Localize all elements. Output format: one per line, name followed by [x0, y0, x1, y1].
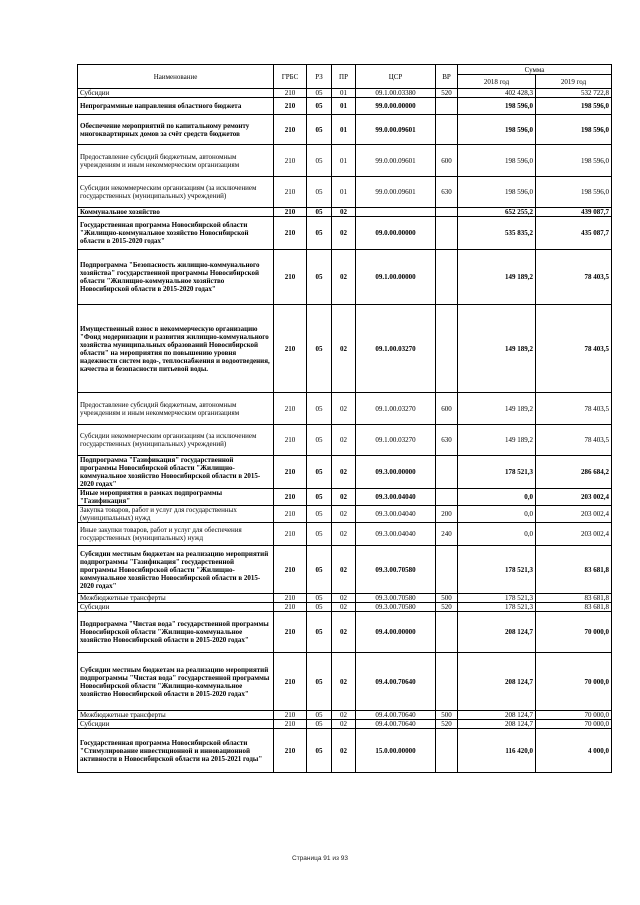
cell-csr: 09.4.00.00000	[356, 612, 436, 653]
cell-rz: 05	[307, 506, 332, 523]
cell-2019: 435 087,7	[536, 217, 612, 250]
table-row	[78, 653, 612, 711]
header-2018: 2018 год	[458, 75, 536, 89]
cell-vr	[436, 115, 458, 145]
cell-rz: 05	[307, 393, 332, 425]
cell-grbs: 210	[274, 506, 307, 523]
table-row	[78, 250, 612, 305]
cell-name: Государственная программа Новосибирской области "Стимулирование инвестиционной и инновационной активности в Новосибирской области на 2015-2021 годы"	[78, 729, 274, 773]
cell-vr: 500	[436, 711, 458, 720]
table-row	[78, 489, 612, 506]
table-row	[78, 603, 612, 612]
cell-vr: 500	[436, 594, 458, 603]
cell-rz: 05	[307, 305, 332, 393]
cell-pr: 02	[332, 653, 356, 711]
cell-name: Межбюджетные трансферты	[78, 594, 274, 603]
cell-rz: 05	[307, 729, 332, 773]
cell-rz: 05	[307, 208, 332, 217]
cell-rz: 05	[307, 89, 332, 98]
table-row	[78, 425, 612, 456]
table-row	[78, 720, 612, 729]
cell-pr: 01	[332, 89, 356, 98]
cell-csr: 99.0.00.09601	[356, 177, 436, 208]
table-row	[78, 208, 612, 217]
cell-2018: 0,0	[458, 523, 536, 546]
cell-pr: 02	[332, 305, 356, 393]
cell-2018: 402 428,3	[458, 89, 536, 98]
cell-2018: 208 124,7	[458, 612, 536, 653]
table-row	[78, 506, 612, 523]
cell-2019: 439 087,7	[536, 208, 612, 217]
cell-rz: 05	[307, 594, 332, 603]
cell-2019: 83 681,8	[536, 546, 612, 594]
cell-name: Субсидии	[78, 89, 274, 98]
cell-grbs: 210	[274, 653, 307, 711]
cell-csr: 99.0.00.00000	[356, 98, 436, 115]
cell-2019: 203 002,4	[536, 489, 612, 506]
cell-name: Субсидии местным бюджетам на реализацию мероприятий подпрограммы "Чистая вода" государственной программы Новосибирской области "Жилищно-коммунальное хозяйство Новосибирской области в 2015-2020 годах"	[78, 653, 274, 711]
cell-vr	[436, 456, 458, 489]
cell-grbs: 210	[274, 489, 307, 506]
cell-2018: 208 124,7	[458, 653, 536, 711]
table-row	[78, 145, 612, 177]
cell-pr: 01	[332, 115, 356, 145]
cell-rz: 05	[307, 523, 332, 546]
cell-pr: 02	[332, 456, 356, 489]
cell-csr: 99.0.00.09601	[356, 145, 436, 177]
cell-2018: 198 596,0	[458, 177, 536, 208]
cell-2018: 0,0	[458, 489, 536, 506]
cell-csr: 09.3.00.70580	[356, 546, 436, 594]
cell-pr: 02	[332, 425, 356, 456]
cell-csr: 15.0.00.00000	[356, 729, 436, 773]
cell-csr: 09.4.00.70640	[356, 711, 436, 720]
cell-grbs: 210	[274, 208, 307, 217]
cell-pr: 02	[332, 711, 356, 720]
cell-2018: 0,0	[458, 506, 536, 523]
cell-2018: 178 521,3	[458, 456, 536, 489]
cell-2018: 198 596,0	[458, 145, 536, 177]
cell-csr: 09.3.00.00000	[356, 456, 436, 489]
table-body	[78, 89, 612, 773]
budget-table	[77, 64, 612, 773]
cell-csr	[356, 208, 436, 217]
cell-pr: 02	[332, 729, 356, 773]
cell-pr: 02	[332, 603, 356, 612]
cell-rz: 05	[307, 720, 332, 729]
cell-rz: 05	[307, 115, 332, 145]
cell-vr	[436, 489, 458, 506]
cell-rz: 05	[307, 489, 332, 506]
cell-vr	[436, 305, 458, 393]
cell-grbs: 210	[274, 305, 307, 393]
cell-pr: 01	[332, 177, 356, 208]
cell-grbs: 210	[274, 594, 307, 603]
cell-csr: 09.4.00.70640	[356, 653, 436, 711]
header-csr: ЦСР	[356, 65, 436, 89]
cell-grbs: 210	[274, 98, 307, 115]
cell-rz: 05	[307, 145, 332, 177]
cell-2019: 78 403,5	[536, 425, 612, 456]
cell-name: Непрограммные направления областного бюджета	[78, 98, 274, 115]
table-row	[78, 89, 612, 98]
cell-rz: 05	[307, 711, 332, 720]
cell-grbs: 210	[274, 711, 307, 720]
cell-csr: 09.3.00.04040	[356, 523, 436, 546]
cell-2018: 178 521,3	[458, 603, 536, 612]
cell-name: Предоставление субсидий бюджетным, автономным учреждениям и иным некоммерческим организациям	[78, 145, 274, 177]
cell-csr: 09.4.00.70640	[356, 720, 436, 729]
cell-2019: 70 000,0	[536, 711, 612, 720]
table-row	[78, 115, 612, 145]
cell-vr	[436, 208, 458, 217]
cell-2019: 286 684,2	[536, 456, 612, 489]
table-row	[78, 594, 612, 603]
cell-rz: 05	[307, 612, 332, 653]
header-name: Наименование	[78, 65, 274, 89]
cell-vr	[436, 546, 458, 594]
cell-name: Обеспечение мероприятий по капитальному ремонту многоквартирных домов за счёт средств бюджетов	[78, 115, 274, 145]
cell-pr: 01	[332, 98, 356, 115]
cell-vr	[436, 653, 458, 711]
cell-csr: 09.0.00.00000	[356, 217, 436, 250]
cell-2019: 70 000,0	[536, 653, 612, 711]
cell-2019: 78 403,5	[536, 305, 612, 393]
cell-2018: 208 124,7	[458, 720, 536, 729]
table-row	[78, 177, 612, 208]
header-pr: ПР	[332, 65, 356, 89]
cell-2019: 83 681,8	[536, 603, 612, 612]
cell-grbs: 210	[274, 250, 307, 305]
cell-vr: 240	[436, 523, 458, 546]
cell-2018: 178 521,3	[458, 594, 536, 603]
cell-rz: 05	[307, 177, 332, 208]
cell-name: Иные мероприятия в рамках подпрограммы "Газификация"	[78, 489, 274, 506]
cell-vr	[436, 729, 458, 773]
cell-rz: 05	[307, 98, 332, 115]
cell-grbs: 210	[274, 115, 307, 145]
table-row	[78, 305, 612, 393]
cell-name: Коммунальное хозяйство	[78, 208, 274, 217]
cell-name: Закупка товаров, работ и услуг для государственных (муниципальных) нужд	[78, 506, 274, 523]
cell-name: Подпрограмма "Чистая вода" государственной программы Новосибирской области "Жилищно-коммунальное хозяйство Новосибирской области в 2015-2020 годах"	[78, 612, 274, 653]
cell-csr: 99.0.00.09601	[356, 115, 436, 145]
page-footer: Страница 91 из 93	[292, 855, 348, 862]
cell-2019: 70 000,0	[536, 720, 612, 729]
cell-grbs: 210	[274, 89, 307, 98]
cell-grbs: 210	[274, 145, 307, 177]
cell-name: Субсидии некоммерческим организациям (за исключением государственных (муниципальных) учреждений)	[78, 425, 274, 456]
table-row	[78, 546, 612, 594]
cell-pr: 02	[332, 393, 356, 425]
header-rz: РЗ	[307, 65, 332, 89]
table-row	[78, 217, 612, 250]
cell-grbs: 210	[274, 217, 307, 250]
cell-2019: 4 000,0	[536, 729, 612, 773]
cell-2019: 532 722,8	[536, 89, 612, 98]
cell-name: Иные закупки товаров, работ и услуг для обеспечения государственных (муниципальных) нужд	[78, 523, 274, 546]
header-vr: ВР	[436, 65, 458, 89]
cell-vr: 600	[436, 393, 458, 425]
cell-name: Межбюджетные трансферты	[78, 711, 274, 720]
cell-pr: 02	[332, 489, 356, 506]
cell-pr: 02	[332, 523, 356, 546]
cell-rz: 05	[307, 456, 332, 489]
header-2019: 2019 год	[536, 75, 612, 89]
cell-vr: 520	[436, 720, 458, 729]
cell-pr: 02	[332, 546, 356, 594]
cell-grbs: 210	[274, 456, 307, 489]
cell-2019: 203 002,4	[536, 523, 612, 546]
cell-vr	[436, 250, 458, 305]
cell-2018: 149 189,2	[458, 425, 536, 456]
cell-vr: 630	[436, 177, 458, 208]
cell-vr: 630	[436, 425, 458, 456]
cell-2019: 83 681,8	[536, 594, 612, 603]
cell-vr: 520	[436, 603, 458, 612]
cell-name: Подпрограмма "Безопасность жилищно-коммунального хозяйства" государственной программы Новосибирской области "Жилищно-коммунальное хозяйство Новосибирской области в 2015-2020 годах"	[78, 250, 274, 305]
cell-pr: 02	[332, 208, 356, 217]
cell-pr: 02	[332, 250, 356, 305]
cell-csr: 09.3.00.04040	[356, 489, 436, 506]
cell-2018: 149 189,2	[458, 250, 536, 305]
cell-pr: 02	[332, 612, 356, 653]
table-row	[78, 523, 612, 546]
cell-name: Субсидии	[78, 720, 274, 729]
cell-2019: 203 002,4	[536, 506, 612, 523]
cell-2019: 78 403,5	[536, 250, 612, 305]
table-header-row	[78, 65, 612, 75]
cell-name: Государственная программа Новосибирской области "Жилищно-коммунальное хозяйство Новосибирской области в 2015-2020 годах"	[78, 217, 274, 250]
cell-vr: 600	[436, 145, 458, 177]
cell-csr: 09.3.00.70580	[356, 603, 436, 612]
cell-grbs: 210	[274, 393, 307, 425]
cell-2018: 149 189,2	[458, 305, 536, 393]
cell-rz: 05	[307, 250, 332, 305]
cell-csr: 09.3.00.70580	[356, 594, 436, 603]
cell-name: Субсидии местным бюджетам на реализацию мероприятий подпрограммы "Газификация" государственной программы Новосибирской области "Жилищно-коммунальное хозяйство Новосибирской области в 2015-2020 годах"	[78, 546, 274, 594]
cell-name: Субсидии некоммерческим организациям (за исключением государственных (муниципальных) учреждений)	[78, 177, 274, 208]
cell-csr: 09.3.00.04040	[356, 506, 436, 523]
cell-grbs: 210	[274, 729, 307, 773]
cell-name: Имущественный взнос в некоммерческую организацию "Фонд модернизации и развития жилищно-коммунального хозяйства муниципальных образований Новосибирской области" на мероприятия по повышению уровня надежности систем водо-, теплоснабжения и водоотведения, качества и безопасности питьевой воды.	[78, 305, 274, 393]
cell-grbs: 210	[274, 425, 307, 456]
table-row	[78, 98, 612, 115]
cell-2018: 178 521,3	[458, 546, 536, 594]
cell-grbs: 210	[274, 523, 307, 546]
cell-2018: 149 189,2	[458, 393, 536, 425]
cell-grbs: 210	[274, 612, 307, 653]
cell-csr: 09.1.00.03270	[356, 393, 436, 425]
cell-2018: 116 420,0	[458, 729, 536, 773]
cell-rz: 05	[307, 603, 332, 612]
cell-csr: 09.1.00.03380	[356, 89, 436, 98]
table-row	[78, 612, 612, 653]
header-grbs: ГРБС	[274, 65, 307, 89]
cell-2018: 198 596,0	[458, 115, 536, 145]
cell-vr	[436, 98, 458, 115]
cell-pr: 02	[332, 594, 356, 603]
table-row	[78, 456, 612, 489]
table-row	[78, 711, 612, 720]
cell-vr	[436, 217, 458, 250]
cell-csr: 09.1.00.03270	[356, 305, 436, 393]
cell-pr: 02	[332, 506, 356, 523]
cell-csr: 09.1.00.00000	[356, 250, 436, 305]
cell-grbs: 210	[274, 177, 307, 208]
cell-grbs: 210	[274, 546, 307, 594]
cell-2019: 198 596,0	[536, 98, 612, 115]
cell-2019: 198 596,0	[536, 177, 612, 208]
table-row	[78, 393, 612, 425]
header-sum: Сумма	[458, 65, 612, 75]
cell-pr: 01	[332, 145, 356, 177]
table-row	[78, 729, 612, 773]
cell-2018: 535 835,2	[458, 217, 536, 250]
cell-vr	[436, 612, 458, 653]
cell-name: Предоставление субсидий бюджетным, автономным учреждениям и иным некоммерческим организациям	[78, 393, 274, 425]
cell-pr: 02	[332, 217, 356, 250]
cell-2018: 208 124,7	[458, 711, 536, 720]
cell-csr: 09.1.00.03270	[356, 425, 436, 456]
cell-2019: 198 596,0	[536, 115, 612, 145]
cell-grbs: 210	[274, 603, 307, 612]
cell-2019: 78 403,5	[536, 393, 612, 425]
cell-rz: 05	[307, 217, 332, 250]
cell-rz: 05	[307, 425, 332, 456]
cell-2018: 652 255,2	[458, 208, 536, 217]
cell-rz: 05	[307, 653, 332, 711]
cell-name: Субсидии	[78, 603, 274, 612]
cell-2019: 198 596,0	[536, 145, 612, 177]
cell-grbs: 210	[274, 720, 307, 729]
cell-vr: 520	[436, 89, 458, 98]
cell-vr: 200	[436, 506, 458, 523]
cell-2018: 198 596,0	[458, 98, 536, 115]
cell-name: Подпрограмма "Газификация" государственной программы Новосибирской области "Жилищно-коммунальное хозяйство Новосибирской области в 2015-2020 годах"	[78, 456, 274, 489]
cell-2019: 70 000,0	[536, 612, 612, 653]
cell-pr: 02	[332, 720, 356, 729]
cell-rz: 05	[307, 546, 332, 594]
